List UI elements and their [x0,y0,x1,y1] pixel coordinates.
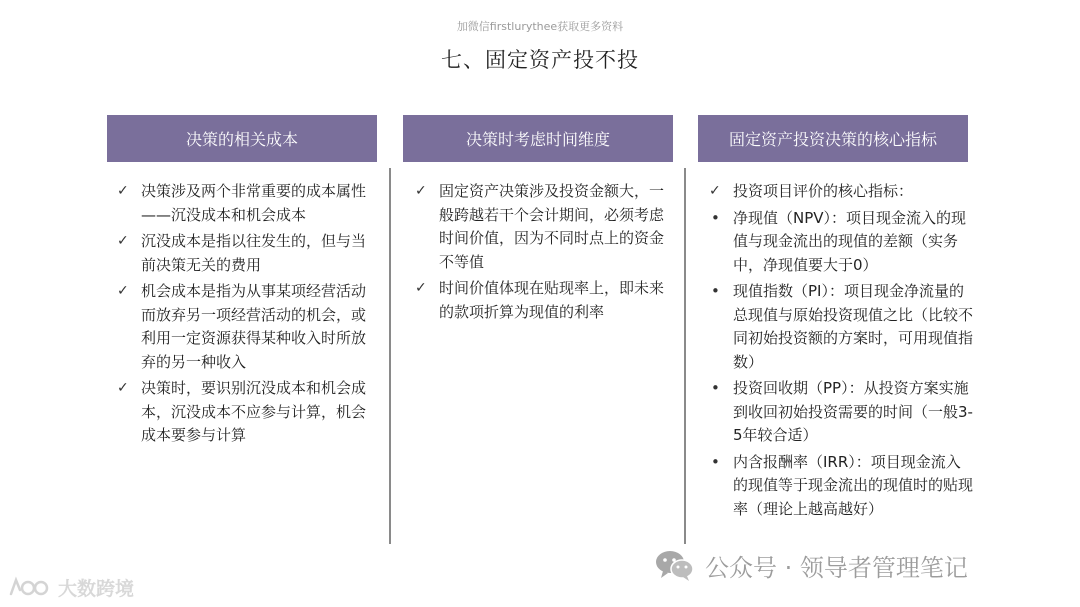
list-item [115,377,373,448]
wechat-watermark [655,545,968,585]
checklist [707,180,973,521]
checkmark-icon: ✓ [117,183,129,199]
bullet-icon: • [711,208,720,227]
list-item [707,180,973,204]
column-header-core-indicators [698,115,968,162]
column-body-related-costs [115,180,373,451]
list-item [115,280,373,374]
bullet-icon: • [711,379,720,397]
list-item-text: 内含报酬率（IRR）：项目现金流入的现值等于现金流出的现值时的贴现率（理论上越高越好） [733,452,974,518]
list-item [707,207,973,278]
list-item-text: 投资项目评价的核心指标： [733,182,914,200]
list-item [707,451,973,522]
column-header-related-costs [107,115,377,162]
brand-label: 大数跨境 [58,577,135,600]
list-item [707,377,973,448]
list-item-text: 沉没成本是指以往发生的，但与当前决策无关的费用 [141,232,367,274]
wechat-icon [655,548,695,582]
brand-logo-icon [8,576,52,598]
list-item-text: 机会成本是指为从事某项经营活动而放弃另一项经营活动的机会，或利用一定资源获得某种收入时所放弃的另一种收入 [141,282,367,371]
page-title: 七、固定资产投不投 [441,48,639,72]
bullet-icon: • [711,282,720,300]
list-item-text: 固定资产决策涉及投资金额大，一般跨越若干个会计期间，必须考虑时间价值，因为不同时点上的资金不等值 [439,182,665,271]
column-header-label: 固定资产投资决策的核心指标 [728,130,937,149]
column-header-label: 决策时考虑时间维度 [465,130,610,149]
column-header-label: 决策的相关成本 [185,130,298,149]
list-item [115,180,373,227]
list-item [115,230,373,277]
checkmark-icon: ✓ [117,233,129,249]
checklist [413,180,667,324]
brand-watermark [8,573,134,601]
wechat-label: 公众号 · 领导者管理笔记 [705,553,968,582]
list-item-text: 决策时，要识别沉没成本和机会成本，沉没成本不应参与计算，机会成本要参与计算 [141,379,367,444]
column-header-time-dimension [403,115,673,162]
list-item-text: 净现值（NPV）：项目现金流入的现值与现金流出的现值的差额（实务中，净现值要大于0） [733,208,967,274]
list-item-text: 现值指数（PI）：项目现金净流量的总现值与原始投资现值之比（比较不同初始投资额的方案时，可用现值指数） [733,282,974,371]
checkmark-icon: ✓ [117,283,129,299]
checkmark-icon: ✓ [117,380,129,396]
checkmark-icon: ✓ [415,280,427,296]
list-item-text: 决策涉及两个非常重要的成本属性——沉没成本和机会成本 [141,182,367,224]
checkmark-icon: ✓ [709,183,721,199]
list-item [413,180,667,274]
column-divider [684,168,686,544]
list-item [413,277,667,324]
column-body-core-indicators [707,180,973,524]
checkmark-icon: ✓ [415,183,427,199]
list-item-text: 时间价值体现在贴现率上，即未来的款项折算为现值的利率 [439,279,665,321]
list-item-text: 投资回收期（PP）：从投资方案实施到收回初始投资需要的时间（一般3-5年较合适） [733,379,973,444]
column-body-time-dimension [413,180,667,327]
top-watermark: 加微信firstlurythee获取更多资料 [456,20,624,33]
bullet-icon: • [711,452,720,471]
column-divider [389,168,391,544]
list-item [707,280,973,374]
checklist [115,180,373,448]
